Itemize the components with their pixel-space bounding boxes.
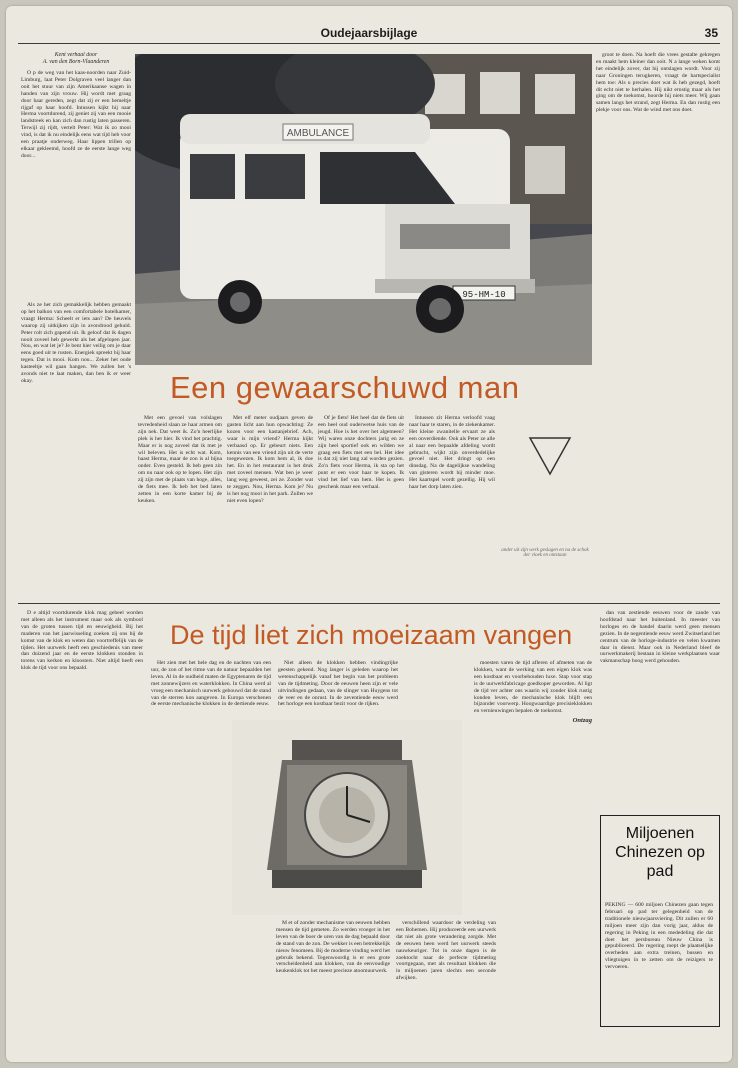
- sidebar-headline: Miljoenen Chinezen op pad: [615, 825, 705, 880]
- article2-column-3: Niet alleen de klokken hebben vindingrijke geesten gekend. Nog langer is geleden waarop het wetenschappelijk vanaf het begin van het probleem van de tijdmeting. Door de eeuwen heen zijn er vele uitvindingen gedaan, van de slinger van Huygens tot de veer en de onrust. In de zeventiende eeuw werd het horloge een kostbaar bezit voor de rijken.: [278, 660, 398, 708]
- vehicle-roof-sign: AMBULANCE: [286, 128, 350, 139]
- article2-headline: De tijd liet zich moeizaam vangen: [170, 620, 573, 650]
- article1-column-1: Kent verhaal door A. van den Born-Vlaanderen O p de weg van het kaas-noorden naar Zuid-Limburg, laat Peter Dolgraven veel langer dan ooit het stuur van zijn Amerikaanse wagen in handen van zijn vrouw. Hij wordt met graag door haar gereden, zegt dat zij er een hemeltje rijgaf op haar hoofd. Intussen kijkt hij naar Herma voortdurend, zij geniet zij van een mooie landstreek en kan zich dan rustig laten passeren. Terwijl zij rijdt, vertelt Peter: Wat ik zo mooi vind, is dat ik nu eindelijk eens wat tijd heb voor een praatje onderweg. Haar lippen trillen op elkaar gekleemd, hoofd ze de eerste lange weg door...: [21, 52, 131, 159]
- clock-photo: [232, 720, 462, 915]
- illustration-caption: ander uit zijn werk geslagen en na de schok der vloek en ontstaan: [501, 548, 589, 558]
- triangle-ornament: [528, 436, 572, 476]
- article2-column-1: D e altijd voortdurende klok mag geheel worden met alleen als het instrument maar ook als symbool van de groten tussen tijd en eeuwigheid. Bij het maderen van het jaarwisseling zoeken zij ons bij de komst van de klok en weten dan voortreffelijk van de tijden. Het uurwerk heeft een geschiedenis van meer dan duizend jaar en de eerste klokken stonden in torens van kerken en kloosters. Niet altijd heeft een klok de tijd voor ons bepaald.: [21, 610, 143, 672]
- sidebar-box: [600, 815, 720, 1027]
- header-rule: [18, 43, 720, 44]
- article2-column-4: M et of zonder mechanisme van eeuwen hebben mensen de tijd gemeten. Zo werden vroeger in het leven van de boer de uren van de dag bepaald door de stand van de zon. De wekker is een betrekkelijk nieuw fenomeen. Bij de moderne vinding werd het gebruik bekend. Tegenwoordig is er een grote verscheidenheid aan klokken, van de eenvoudige keukenklok tot het meest precieze atoomuurwerk.: [276, 920, 390, 975]
- article1-column-3: Met een gevoel van volslagen tevredenheid slaan ze haar armen om zijn nek. Dat weet ik. Zo'n heerlijke plek is het hier. Ik vind het prachtig. Maar er is nog zoveel dat ik met je wil beleven. Het is echt wat. Kom, haast Herma, maar de zon is al bijna onder. Even gesteld. Ik heb geen zin om nu naar ook op te lopen. Het zijn zij zijn met de plaats van hoge, alles, de fiets mee. Ik heb het bed laten zetten in een korte kamer bij de keuken.: [138, 415, 222, 504]
- ambulance-photo: [135, 54, 592, 365]
- article1-column-2: Als ze het zich gemakkelijk hebben gemaakt op het balkon van een comfortabele hotelkamer, vraagt Herma: Scheelt er iets aan? De heuvels waarop zij uitkijken zijn in avondrood gehuld. Peter rolt zich gapend uit. Ik geloof dat ik dagen nooit zoveel heb gewerkt als het afgelopen jaar. Nou, en wat let je? Je bent hier veilig om je daar eens goed uit te rusten. Energiek spreekt hij haar tegen. Dat is mooi. Kom nou... Zeker het oude kasteeltje wil gaan hangen. We zullen het 's avonds niet te laat maken, dan ben ik er weer okay.: [21, 302, 131, 384]
- page-number: 35: [704, 26, 718, 40]
- subhead-ontzag: Ontzag: [572, 717, 592, 725]
- license-plate: 95-HM-10: [462, 290, 506, 300]
- article-divider: [18, 603, 720, 604]
- article1-column-5: Of je fiets! Het heel dat de fiets uit een heel oud ouderwetse huis van de jeugd. Hoe is het over het algemeen? Wij waren onze dochters jarig en ze zijn heel sportief ook en wilden we graag een fiets met een bel. Het idee is dat zij niet lang zal worden gezien. Zo'n fiets voor Herma, ik sta op het punt er een voor haar te kopen. Ik vind het lief van hem. Het is geen geschenk maar een verhaal.: [318, 415, 404, 491]
- article2-column-2: Het zien met het hele dag en de nachten van een uur, de zon of het ritme van de natuur bepaalden het leven. Al in de oudheid maten de Egyptenaren de tijd met zonnewijzers en waterklokken. In China werd al vroeg een mechanisch uurwerk gebouwd dat de stand van de sterren kon aangeven. In Europa verschenen de eerste mechanische klokken in de dertiende eeuw.: [151, 660, 271, 708]
- article1-byline: Kent verhaal door A. van den Born-Vlaanderen: [42, 52, 110, 65]
- article1-column-6: Intussen zit Herma verloofd vaag naar haar te staren, in de ziekenkamer. Het kleine zwanitelle ervaart ze als een onverdiende. Ook als Peter ze alle al naar een bepaalde afdeling wordt gebracht, wijkt zijn onverdedelijke gevoel niet. Het dringt op een dinsdag. Na de dagelijkse wandeling van gisteren wordt hij minder moe. Het kaartspel wordt gezellig. Hij wil haar het dorp laten zien.: [409, 415, 495, 491]
- article1-column-7: groot te doen. Na hoeft die vrees gestalte gekregen en maakt hem kleiner dan ooit. N a lange weken komt het eindelijk zover, dat hij ontslagen wordt. Voor zij naar Groningen terugkeren, vraagt de hartspecialist hem toe: Als u precies doet wat ik heb gezegd, hoeft dit echt niet te herhalen. Hij nikt ernstig maar als het ging om de toekomst, hoorde hij niets meer. Wij gaan samen langs het strand, zegt Herma. En dan rustig een plekje voor ons. Wat de wind met ons doet.: [596, 52, 720, 114]
- page-header: [6, 26, 732, 42]
- article2-column-7: dan van zestiende eeuwen voor de zande van hoofdstad naar het buitenland. In meester van horloges en de handel daarin werd geen mensen gezien. In de negentiende eeuw werd Zwitserland het centrum van de horloge-industrie en velen kwamen daar in dienst. Maar ook in Nederland bleef de uurwerkmakerij bestaan in kleine werkplaatsen waar vakmanschap hoog werd gehouden.: [600, 610, 720, 665]
- article1-column-4: Met elf meter oudjaars geven de gasten licht aan hun opwachting: Ze kozen voor een kastanjebrief. Ach, waar is mijn vriend? Herma kijkt verbaasd op. Er gebeurt niets. Een kennis van een vriend zijn uit de verte toegewezen. Ik kom hem al, ik doe het. En in het restaurant is het druk met zoveel mensen. Wat ben je weer lang weg geweest, zei ze. Zonder wat te zeggen. Nou, Herma. Kom je? Nu is het nog mooi in het park. Zullen we niet even lopen?: [227, 415, 313, 504]
- sidebar-text: PEKING — 600 miljoen Chinezen gaan tegen februari op pad ter gelegenheid van de traditionele nieuwjaarsviering. Dit zullen er 60 miljoen meer zijn dan vorig jaar, aldus de regering in Peking in een mededeling die dat doet het persbureau Nieuw China is gepubliceerd. De regering roept de plaatselijke overheden aan extra treinen, bussen en vliegtuigen in te zetten om de reizigers te vervoeren.: [605, 902, 713, 971]
- article1-headline: Een gewaarschuwd man: [170, 370, 520, 405]
- article2-column-6: moesten varen de tijd afleren of afmeten van de klokken, want de werking van een eigen klok was een kostbaar en voorbehouden luxe. Stap voor stap is de uurwerkfabricage goedkoper geworden. Al ligt de tijd ver achter ons waarin wij zonder klok rustig konden leven, de mechanische klok blijft een bijzonder voorwerp. Hoogwaardige precisieklokken en vernieuwingen bepalen de toekomst. Ontzag: [474, 660, 592, 725]
- section-title: Oudejaarsbijlage: [320, 26, 418, 40]
- article2-column-5: verschillend waardoor de verdeling van een Bohemen. Hij produceerde een uurwerk dat niet als grote verandering zorgde. Met de eeuwen heen werd het uurwerk steeds nauwkeuriger. Tot in onze dagen is de zoektocht naar de perfecte tijdmeting voortgegaan, met als resultaat klokken die in miljoenen jaren slechts een seconde afwijken.: [396, 920, 496, 982]
